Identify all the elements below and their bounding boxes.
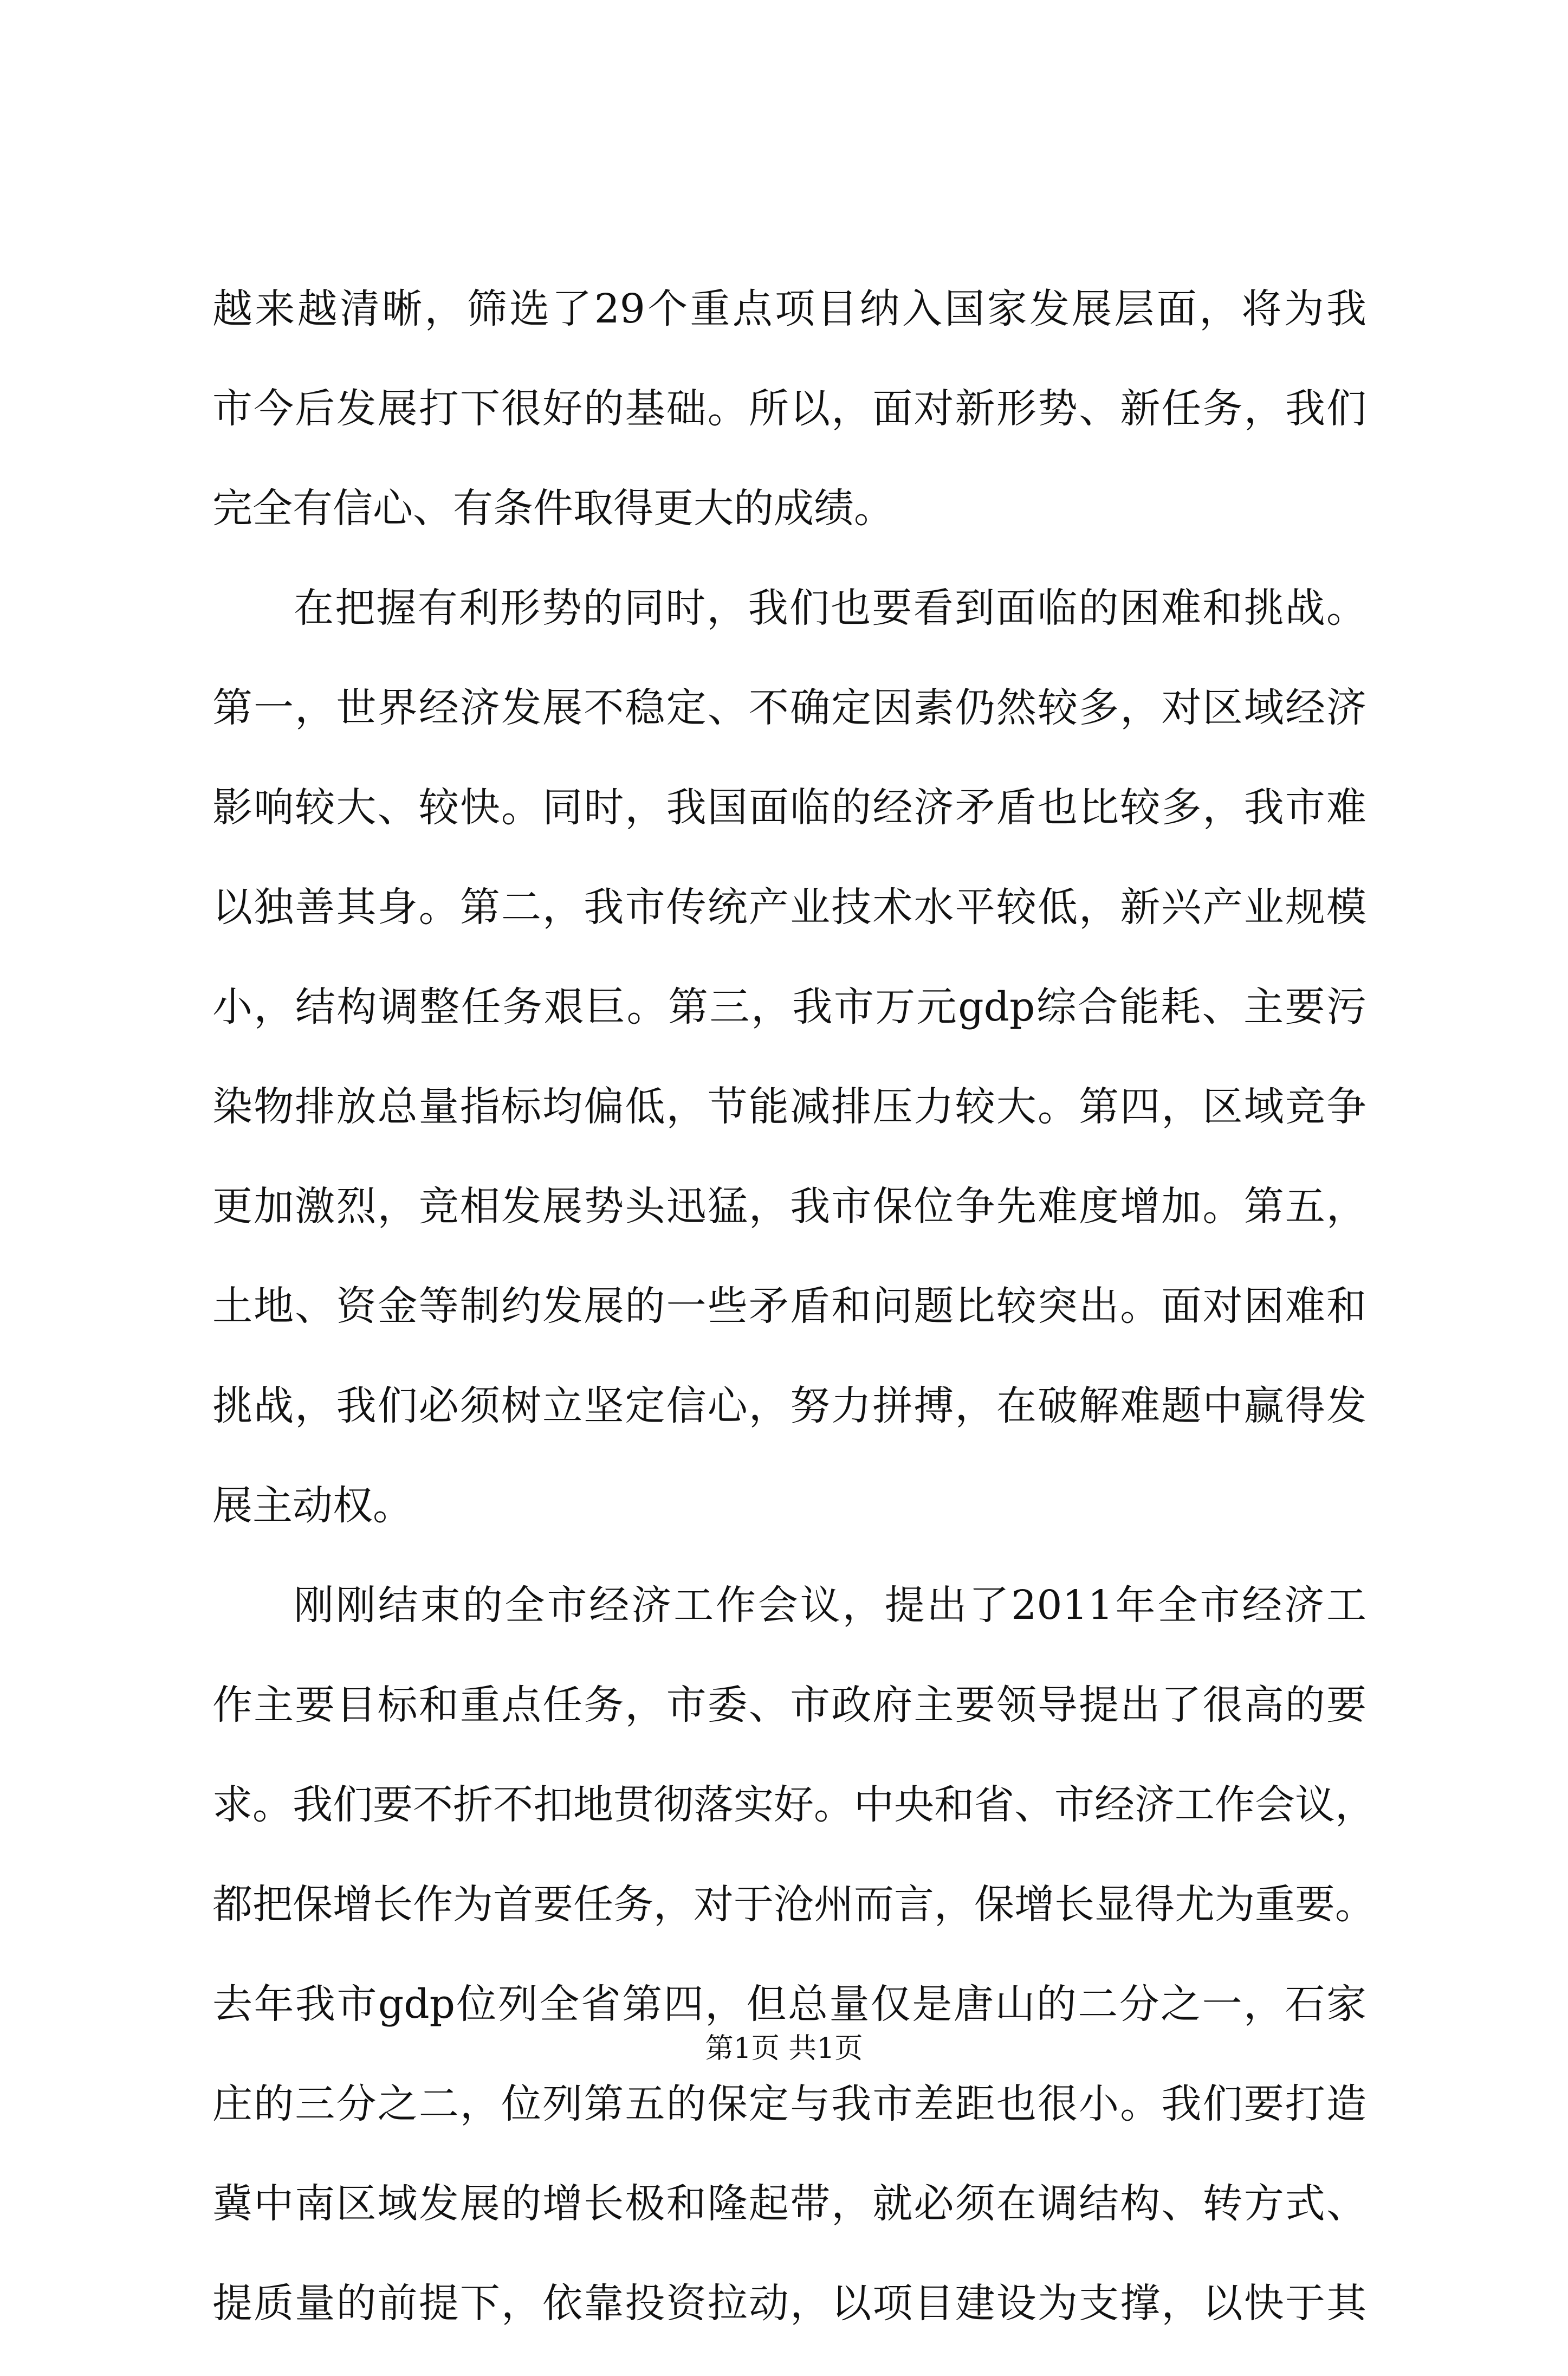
text-line: 提质量的前提下，依靠投资拉动，以项目建设为支撑，以快于其: [212, 2280, 1366, 2327]
text-line: 都把保增长作为首要任务，对于沧州而言，保增长显得尤为重要。: [212, 1881, 1375, 1928]
text-line: 完全有信心、有条件取得更大的成绩。: [212, 485, 894, 532]
text-line: 冀中南区域发展的增长极和隆起带，就必须在调结构、转方式、: [212, 2180, 1366, 2227]
text-line: 展主动权。: [212, 1482, 413, 1529]
text-line: 染物排放总量指标均偏低，节能减排压力较大。第四，区域竞争: [212, 1083, 1366, 1130]
text-line: 土地、资金等制约发展的一些矛盾和问题比较突出。面对困难和: [212, 1283, 1366, 1329]
text-line: 庄的三分之二，位列第五的保定与我市差距也很小。我们要打造: [212, 2081, 1366, 2127]
text-line: 小，结构调整任务艰巨。第三，我市万元gdp综合能耗、主要污: [212, 984, 1366, 1030]
text-line: 挑战，我们必须树立坚定信心，努力拼搏，在破解难题中赢得发: [212, 1383, 1366, 1429]
text-line: 影响较大、较快。同时，我国面临的经济矛盾也比较多，我市难: [212, 784, 1366, 831]
text-line: 越来越清晰，筛选了29个重点项目纳入国家发展层面，将为我: [212, 286, 1366, 332]
page-footer: 第1页 共1页: [705, 2032, 863, 2065]
paragraph-first-line: 刚刚结束的全市经济工作会议，提出了2011年全市经济工: [294, 1582, 1366, 1629]
text-line: 作主要目标和重点任务，市委、市政府主要领导提出了很高的要: [212, 1682, 1366, 1728]
text-line: 去年我市gdp位列全省第四，但总量仅是唐山的二分之一，石家: [212, 1981, 1366, 2028]
text-line: 市今后发展打下很好的基础。所以，面对新形势、新任务，我们: [212, 385, 1366, 432]
text-line: 求。我们要不折不扣地贯彻落实好。中央和省、市经济工作会议，: [212, 1781, 1375, 1828]
text-line: 以独善其身。第二，我市传统产业技术水平较低，新兴产业规模: [212, 884, 1366, 931]
paragraph-first-line: 在把握有利形势的同时，我们也要看到面临的困难和挑战。: [294, 585, 1366, 631]
text-line: 第一，世界经济发展不稳定、不确定因素仍然较多，对区域经济: [212, 685, 1366, 731]
text-line: 更加激烈，竞相发展势头迅猛，我市保位争先难度增加。第五，: [212, 1183, 1366, 1230]
